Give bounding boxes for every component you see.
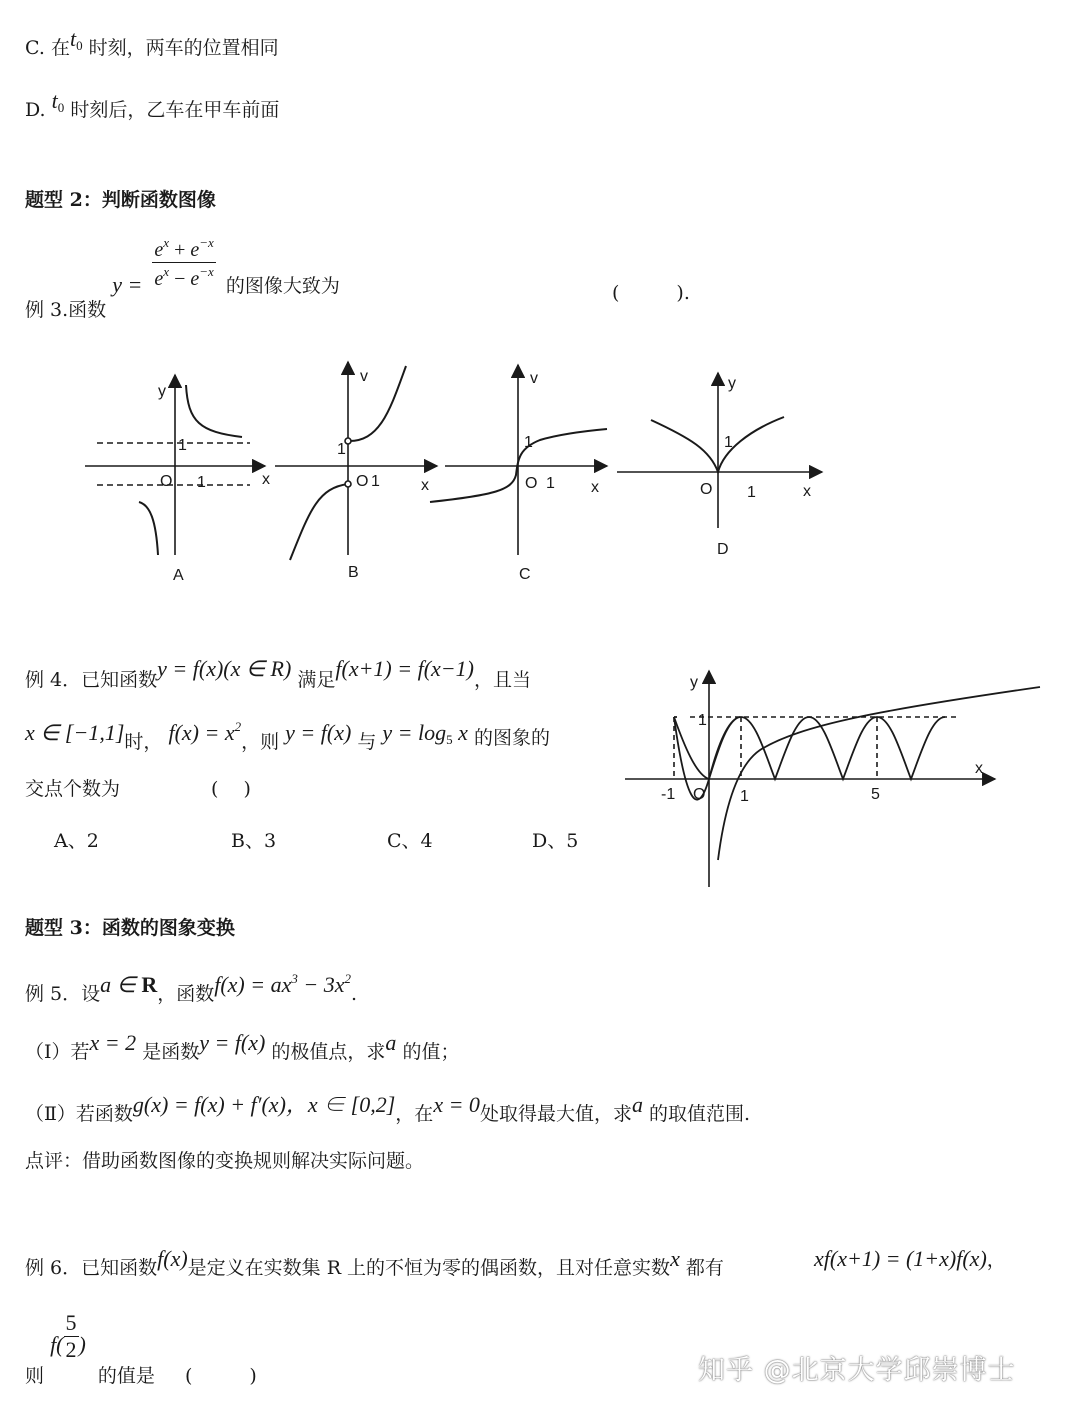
text-fragment: 的值是 bbox=[97, 1364, 155, 1387]
example-5-part-2 bbox=[25, 1092, 751, 1125]
math-expr: y = f(x) bbox=[199, 1030, 266, 1055]
example-6-equation bbox=[814, 1248, 1006, 1270]
ex4-x-label: x bbox=[975, 760, 983, 777]
text-fragment: 满足 bbox=[297, 669, 336, 691]
ex4-neg-one: -1 bbox=[661, 786, 676, 803]
fraction bbox=[152, 236, 215, 289]
fraction bbox=[64, 1312, 79, 1361]
choice-d: D、5 bbox=[532, 830, 579, 852]
choice-a: A、2 bbox=[54, 830, 99, 852]
text-fragment: 的取值范围. bbox=[649, 1103, 751, 1125]
math-expr: g(x) = f(x) + f′(x)，x ∈ [0,2] bbox=[132, 1092, 396, 1117]
math-expr: a bbox=[385, 1030, 397, 1055]
text-fragment: 则 bbox=[25, 1364, 45, 1387]
note: 点评：借助函数图像的变换规则解决实际问题。 bbox=[25, 1150, 425, 1172]
example-3 bbox=[25, 235, 340, 321]
graph-a-origin: O bbox=[160, 473, 173, 490]
option-d bbox=[25, 88, 280, 122]
graph-d-origin: O bbox=[700, 481, 713, 498]
fraction-denominator: $e^x - e^{-x}$ bbox=[154, 264, 214, 290]
math-expr: f(x+1) = f(x−1) bbox=[335, 656, 474, 681]
graph-c-caption: C bbox=[519, 566, 531, 583]
math-expr: ) bbox=[78, 1331, 86, 1357]
text-fragment: 交点个数为 bbox=[25, 778, 121, 800]
math-y: y = bbox=[112, 271, 143, 297]
graph-d bbox=[617, 373, 822, 528]
example-4-line-3 bbox=[25, 778, 251, 800]
example-prefix: 例 3.函数 bbox=[25, 298, 107, 321]
math-expr: a bbox=[631, 1092, 643, 1117]
graph-b-y-one: 1 bbox=[337, 441, 346, 458]
math-sup: 2 bbox=[234, 719, 242, 734]
ex4-x-five: 5 bbox=[871, 786, 880, 803]
watermark: 知乎 @北京大学邱崇博士 bbox=[698, 1355, 1016, 1386]
section-heading-3: 题型 3：函数的图象变换 bbox=[25, 917, 235, 939]
math-expr: x bbox=[670, 1246, 680, 1271]
graph-d-caption: D bbox=[717, 541, 729, 558]
text-fragment: 是函数 bbox=[142, 1041, 200, 1063]
text-fragment: 是定义在实数集 R 上的不恒为零的偶函数，且对任意实数 bbox=[187, 1257, 671, 1279]
math-sup: 2 bbox=[344, 971, 351, 986]
ex4-y-one: 1 bbox=[698, 712, 707, 729]
math-expr: x = 2 bbox=[89, 1030, 137, 1055]
math-expr: − 3x bbox=[297, 972, 345, 997]
math-expr: f(x) = x bbox=[168, 720, 235, 745]
math-var: t bbox=[69, 26, 77, 51]
ex4-origin: O bbox=[693, 786, 706, 803]
graph-a-x-label: x bbox=[262, 471, 270, 488]
text-fragment: 例 6．已知函数 bbox=[25, 1257, 158, 1279]
fraction-denominator: 2 bbox=[65, 1337, 77, 1362]
answer-paren: ( ) bbox=[184, 1364, 257, 1387]
graph-a-caption: A bbox=[173, 567, 184, 584]
math-sub: 0 bbox=[76, 38, 83, 53]
math-expr: y = f(x) bbox=[285, 720, 352, 745]
ex4-x-one: 1 bbox=[740, 788, 749, 805]
math-expr: y = log bbox=[382, 720, 447, 745]
text-fragment: 时， bbox=[124, 731, 163, 753]
graph-c-y-label: v bbox=[530, 370, 538, 387]
option-label: C. 在 bbox=[25, 37, 70, 59]
graph-d-y-one: 1 bbox=[724, 434, 733, 451]
option-text: 时刻后，乙车在甲车前面 bbox=[70, 99, 280, 121]
text-fragment: 处取得最大值，求 bbox=[479, 1103, 632, 1125]
log-curve bbox=[718, 687, 1040, 860]
graph-c-origin: O bbox=[525, 475, 538, 492]
text-fragment: 与 bbox=[357, 731, 377, 753]
example-prefix: 例 4．已知函数 bbox=[25, 669, 158, 691]
graph-a-x-one: 1 bbox=[197, 474, 206, 491]
graph-a-y-label: y bbox=[158, 383, 166, 400]
math-expr: a ∈ bbox=[100, 972, 142, 997]
example-4-line-2 bbox=[25, 719, 550, 753]
math-sub: 0 bbox=[57, 100, 65, 115]
graph-c-x-label: x bbox=[591, 479, 599, 496]
graph-c-y-one: 1 bbox=[524, 434, 533, 451]
text-fragment: （Ⅱ）若函数 bbox=[25, 1103, 133, 1125]
answer-paren: ( ) bbox=[211, 778, 251, 800]
example-6 bbox=[25, 1246, 724, 1279]
text-fragment: ， bbox=[986, 1249, 1006, 1271]
math-expr: f( bbox=[50, 1331, 64, 1357]
example-4-line-1 bbox=[25, 656, 531, 691]
example-6-line-2 bbox=[25, 1310, 257, 1387]
math-sup: 3 bbox=[291, 971, 298, 986]
graph-d-x-one: 1 bbox=[747, 484, 756, 501]
graph-b bbox=[275, 362, 437, 560]
math-expr: x = 0 bbox=[433, 1092, 480, 1117]
graph-c-x-one: 1 bbox=[546, 475, 555, 492]
math-expr: x ∈ [−1,1] bbox=[25, 720, 125, 745]
graph-b-caption: B bbox=[348, 564, 359, 581]
ex4-y-label: y bbox=[690, 674, 698, 691]
math-expr: x bbox=[452, 720, 468, 745]
text-fragment: ，函数 bbox=[157, 983, 215, 1005]
math-expr: f(x) bbox=[157, 1246, 188, 1271]
graph-d-x-label: x bbox=[803, 483, 811, 500]
text-fragment: 的值； bbox=[402, 1041, 460, 1063]
math-var: t bbox=[51, 88, 58, 113]
math-expr: xf(x+1) = (1+x)f(x) bbox=[814, 1246, 987, 1271]
example-prefix: 例 5．设 bbox=[25, 983, 101, 1005]
text-fragment: 的图象的 bbox=[473, 727, 550, 749]
option-c bbox=[25, 26, 279, 60]
example-5 bbox=[25, 971, 358, 1005]
math-expr: y = f(x)(x ∈ R) bbox=[157, 656, 292, 681]
fraction-numerator: 5 bbox=[65, 1310, 77, 1335]
math-bold: R bbox=[141, 972, 158, 997]
option-text: 时刻，两车的位置相同 bbox=[88, 37, 279, 59]
graph-b-x-label: x bbox=[421, 477, 429, 494]
graph-a bbox=[85, 375, 265, 555]
graph-b-y-label: v bbox=[360, 368, 368, 385]
graph-d-y-label: y bbox=[728, 375, 736, 392]
graph-b-origin: O bbox=[356, 473, 369, 490]
section-heading-2: 题型 2：判断函数图像 bbox=[25, 189, 216, 211]
text-fragment: ，则 bbox=[241, 731, 280, 753]
text-fragment: （Ⅰ）若 bbox=[25, 1041, 90, 1063]
math-expr: f(x) = ax bbox=[214, 972, 292, 997]
text-fragment: ，且当 bbox=[473, 669, 531, 691]
option-label: D. bbox=[25, 99, 46, 121]
text-fragment: 的极值点，求 bbox=[271, 1041, 386, 1063]
graph-a-y-one: 1 bbox=[178, 437, 187, 454]
fraction-numerator: $e^x + e^{-x}$ bbox=[154, 235, 214, 261]
example-5-part-1 bbox=[25, 1030, 460, 1063]
choice-c: C、4 bbox=[387, 830, 433, 852]
graph-options bbox=[0, 350, 1080, 610]
graph-b-x-one: 1 bbox=[371, 473, 380, 490]
math-sub: 5 bbox=[446, 732, 453, 747]
answer-paren: ( ). bbox=[612, 282, 690, 304]
example-4-graph bbox=[620, 665, 1060, 895]
text-fragment: 都有 bbox=[685, 1257, 724, 1279]
text-fragment: ，在 bbox=[395, 1103, 434, 1125]
text-fragment: . bbox=[350, 983, 358, 1005]
graph-c bbox=[430, 365, 607, 555]
example-suffix: 的图像大致为 bbox=[225, 274, 340, 297]
choice-b: B、3 bbox=[231, 830, 277, 852]
